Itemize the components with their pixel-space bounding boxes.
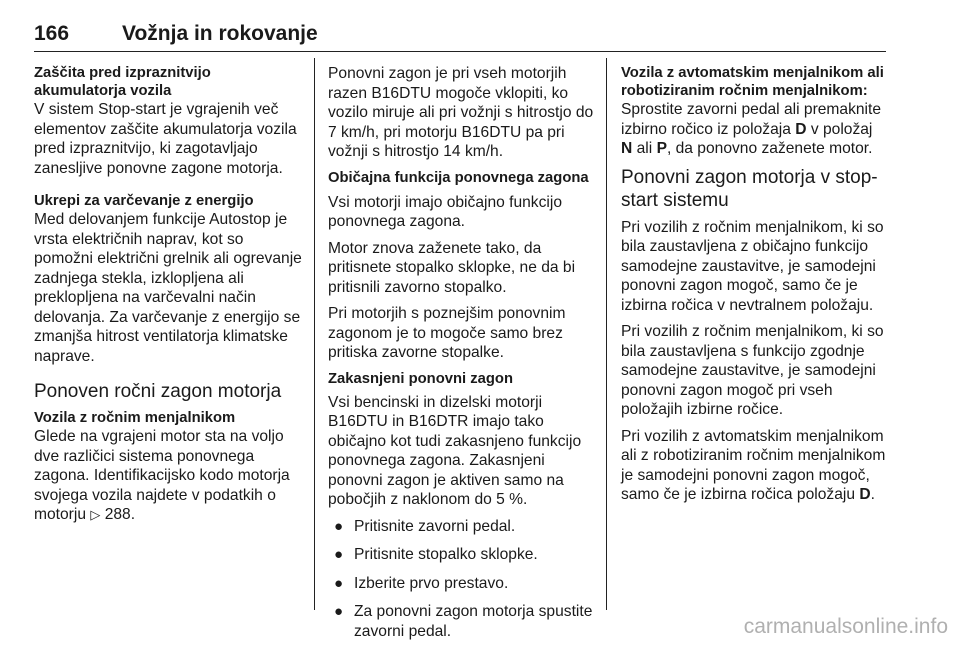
normal-restart-text-3: Pri motorjih s poznejšim ponovnim zagonom je to mogoče samo brez pritiska zavorne stopalke. <box>328 305 566 361</box>
list-item: ● Pritisnite zavorni pedal. <box>334 517 516 535</box>
manual-transmission-text: Glede na vgrajeni motor sta na voljo dve različici sistema ponovnega zagona. Identifikacijsko kodo motorja svojega vozila najdete v podatkih o motorju ▷ 288. <box>34 428 290 523</box>
bullet-icon: ● <box>334 517 344 535</box>
automatic-transmission-text: Sprostite zavorni pedal ali premaknite izbirno ročico iz položaja D v položaj N ali P, da ponovno zaženete motor. <box>621 101 882 157</box>
list-item: ● Za ponovni zagon motorja spustite zavorni pedal. <box>334 603 593 640</box>
page-header <box>34 22 886 50</box>
watermark: carmanualsonline.info <box>743 615 948 638</box>
energy-saving-text: Med delovanjem funkcije Autostop je vrsta električnih naprav, kot so pomožni električni grelnik ali ogrevanje zadnjega stekla, izklopljena ali preklopljena na varčevalni način delovanja. Za varčevanje z energijo se zmanjša hitrost ventilatorja klimatske naprave. <box>34 211 302 365</box>
page-number: 166 <box>34 22 70 45</box>
manual-transmission-heading: Vozila z ročnim menjalnikom <box>34 410 236 426</box>
stop-start-restart-heading: Ponovni zagon motorja v stop-start sistemu <box>621 166 878 211</box>
normal-restart-text-1: Vsi motorji imajo običajno funkcijo ponovnega zagona. <box>328 193 563 230</box>
energy-saving-heading: Ukrepi za varčevanje z energijo <box>34 193 254 209</box>
delayed-restart-heading: Zakasnjeni ponovni zagon <box>328 370 513 387</box>
manual-restart-heading: Ponoven ročni zagon motorja <box>34 381 282 402</box>
column-3 <box>621 64 887 512</box>
bullet-icon: ● <box>334 546 344 563</box>
page-reference-link[interactable]: 288. <box>104 506 136 523</box>
automatic-transmission-heading: Vozila z avtomatskim menjalnikom ali robotiziranim ročnim menjalnikom: <box>621 65 884 99</box>
list-item: ● Izberite prvo prestavo. <box>334 574 509 592</box>
restart-steps-list <box>328 517 596 642</box>
header-rule <box>34 51 886 52</box>
restart-conditions-text: Ponovni zagon je pri vseh motorjih razen B16DTU mogoče vklopiti, ko vozilo miruje ali pri vožnji s hitrostjo do 7 km/h, pri motorju B16DTU pa pri vožnji s hitrostjo 14 km/h. <box>328 65 594 160</box>
column-divider-1 <box>314 58 315 610</box>
bullet-icon: ● <box>334 574 344 592</box>
battery-protection-heading: Zaščita pred izpraznitvijo akumulatorja vozila <box>34 65 211 99</box>
stop-start-text-1: Pri vozilih z ročnim menjalnikom, ki so bila zaustavljena z običajno funkcijo samodejne zaustavitve, je samodejni ponovni zagon mogoč, samo če je izbirna ročica v nevtralnem položaju. <box>621 218 884 314</box>
stop-start-text-2: Pri vozilih z ročnim menjalnikom, ki so bila zaustavljena s funkcijo zgodnje samodejne zaustavitve, je samodejni ponovni zagon mogoč pri vseh položajih izbirne ročice. <box>621 323 884 418</box>
page-title: Vožnja in rokovanje <box>122 22 318 45</box>
normal-restart-heading: Običajna funkcija ponovnega zagona <box>328 169 589 186</box>
arrow-icon: ▷ <box>90 507 101 522</box>
column-1 <box>34 64 302 532</box>
normal-restart-text-2: Motor znova zaženete tako, da pritisnete stopalko sklopke, ne da bi pritisnili zavorno stopalko. <box>328 239 576 296</box>
delayed-restart-text: Vsi bencinski in dizelski motorji B16DTU in B16DTR imajo tako običajno kot tudi zakasnjeno funkcijo ponovnega zagona. Zakasnjeni ponovni zagon je aktiven samo na pobočjih z naklonom do 5 %. <box>328 393 582 508</box>
stop-start-text-3: Pri vozilih z avtomatskim menjalnikom ali z robotiziranim ročnim menjalnikom je samodejni ponovni zagon mogoč, samo če je izbirna ročica položaju D. <box>621 427 886 503</box>
battery-protection-text: V sistem Stop-start je vgrajenih več elementov zaščite akumulatorja vozila pred izpraznitvijo, ki zagotavljajo zanesljive ponovne zagone motorja. <box>34 101 297 177</box>
column-2 <box>328 64 596 650</box>
list-item: ● Pritisnite stopalko sklopke. <box>334 546 538 563</box>
column-divider-2 <box>606 58 607 610</box>
bullet-icon: ● <box>334 603 344 620</box>
